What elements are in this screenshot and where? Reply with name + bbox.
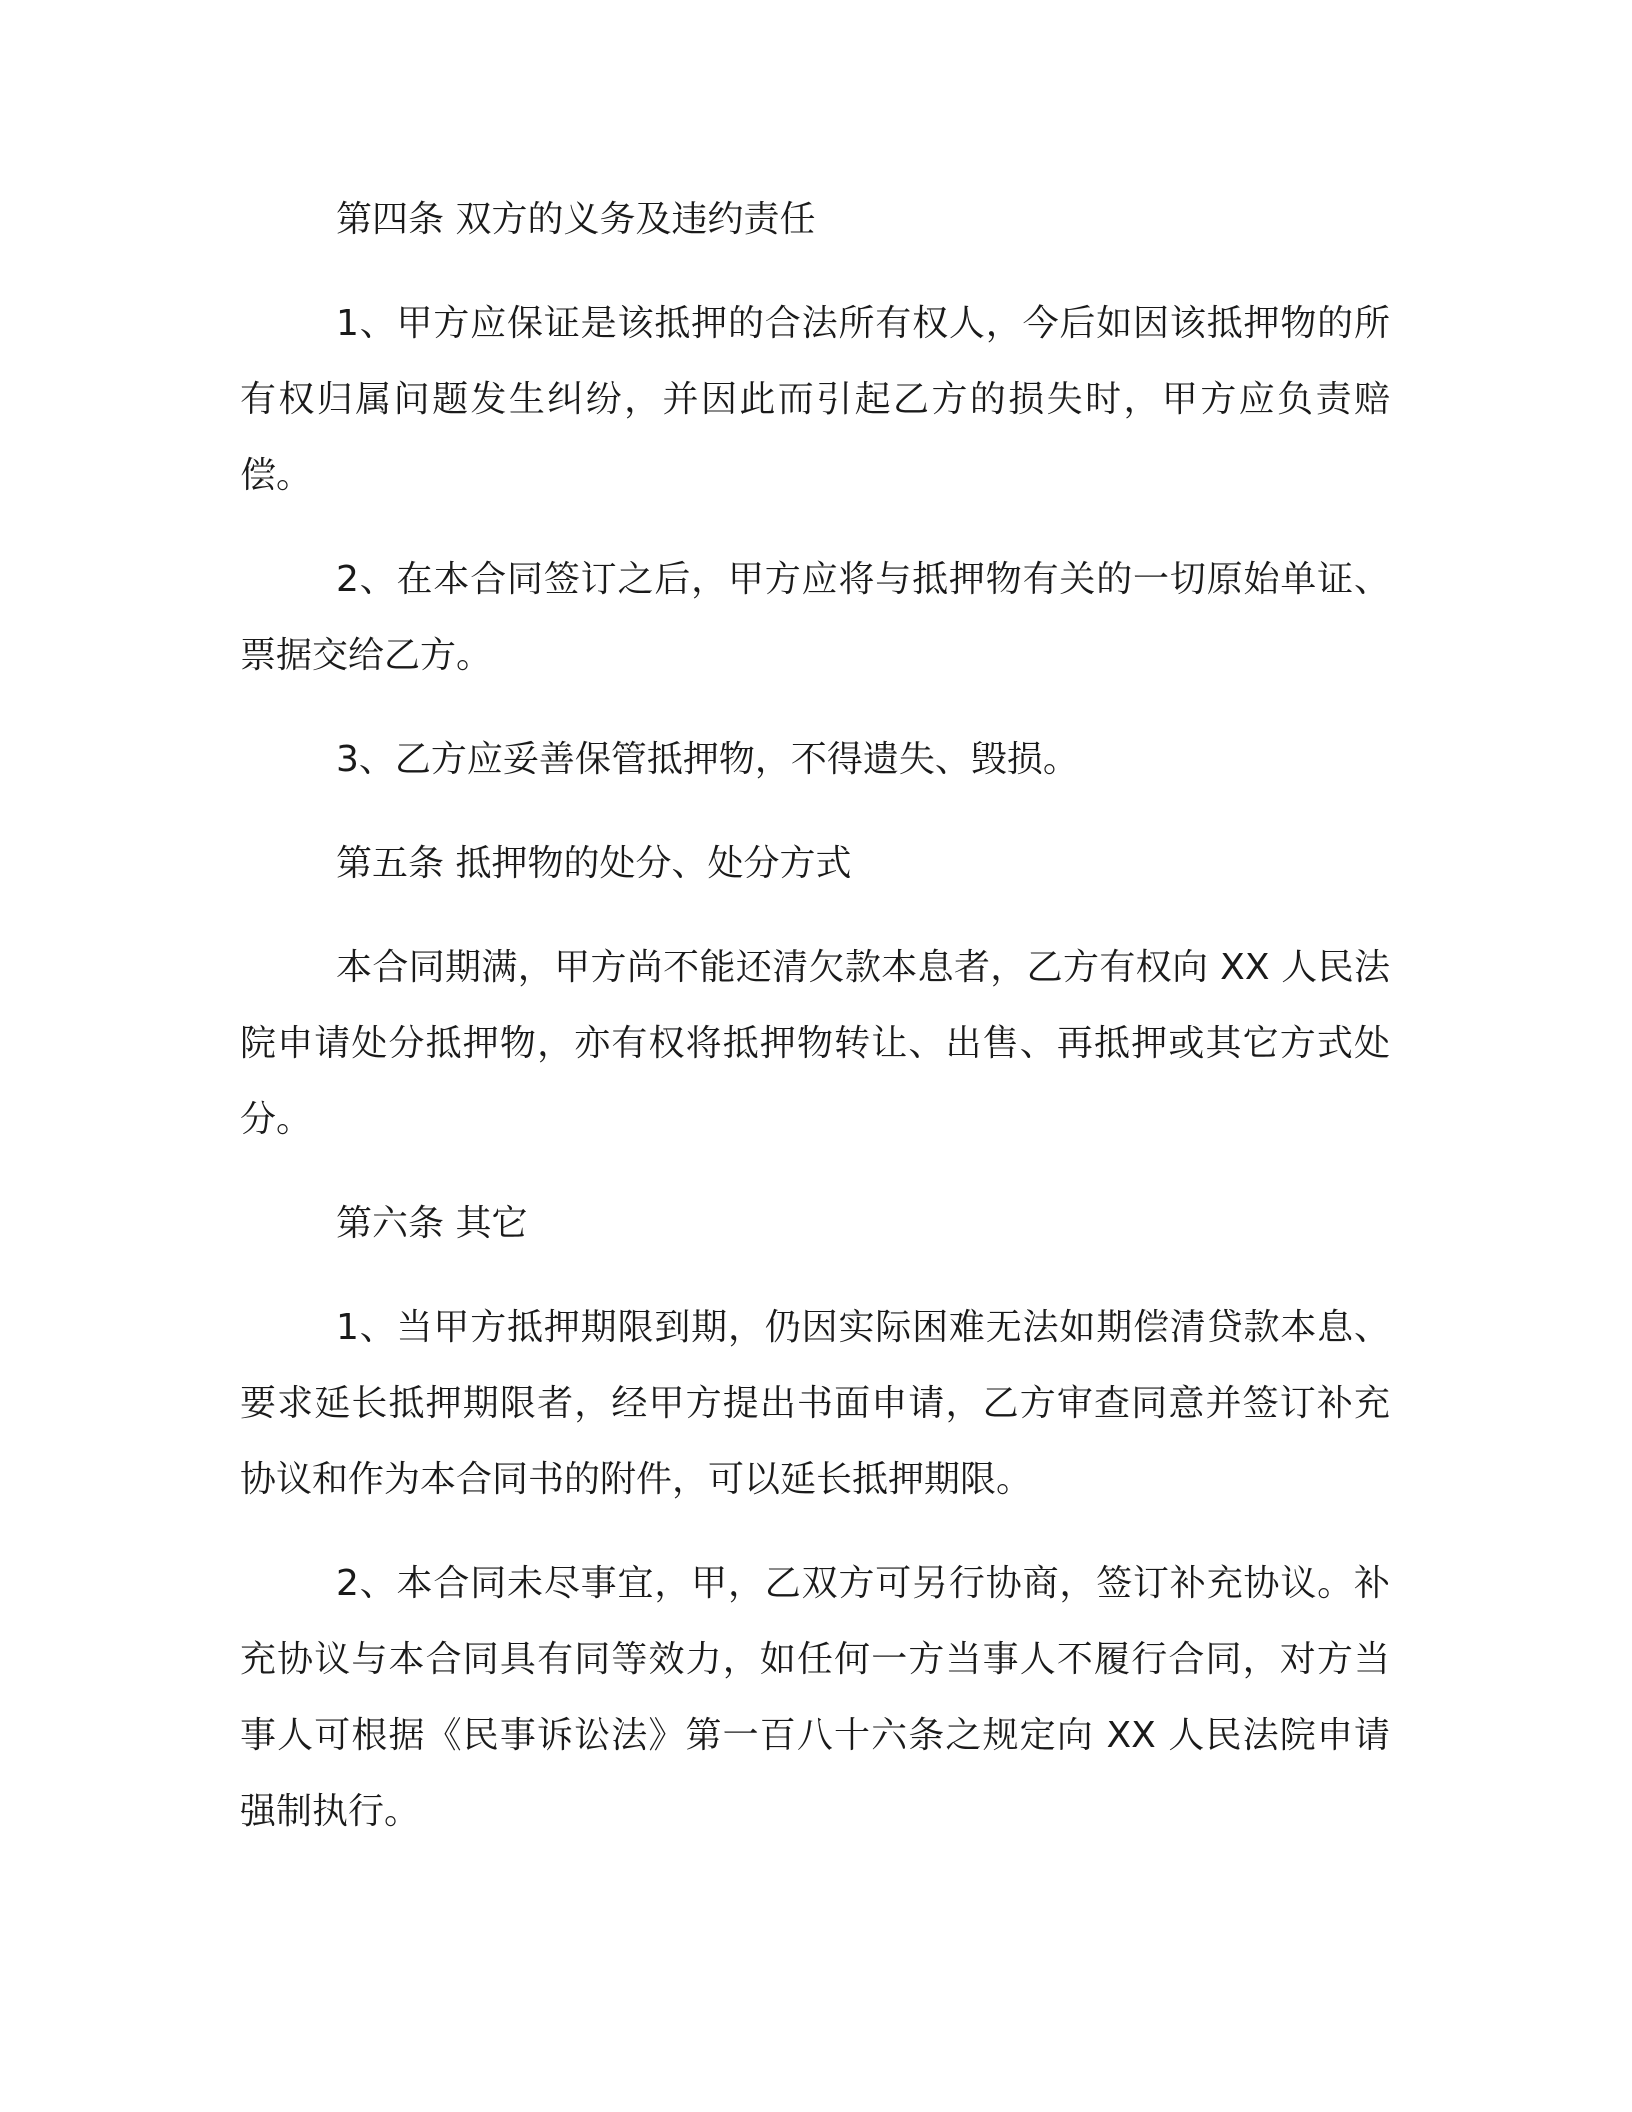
article-6-item-1: 1、当甲方抵押期限到期，仍因实际困难无法如期偿清贷款本息、要求延长抵押期限者，经甲方提出书面申请，乙方审查同意并签订补充协议和作为本合同书的附件，可以延长抵押期限。: [240, 1307, 1390, 1500]
article-4-item-2: 2、在本合同签订之后，甲方应将与抵押物有关的一切原始单证、票据交给乙方。: [240, 559, 1390, 676]
article-4-item-1: 1、甲方应保证是该抵押的合法所有权人，今后如因该抵押物的所有权归属问题发生纠纷，并因此而引起乙方的损失时，甲方应负责赔偿。: [240, 303, 1390, 496]
article-6-heading: 第六条 其它: [336, 1203, 528, 1244]
article-5-heading: 第五条 抵押物的处分、处分方式: [336, 843, 852, 884]
article-4-heading: 第四条 双方的义务及违约责任: [336, 199, 816, 240]
article-6-item-2: 2、本合同未尽事宜，甲，乙双方可另行协商，签订补充协议。补充协议与本合同具有同等效力，如任何一方当事人不履行合同，对方当事人可根据《民事诉讼法》第一百八十六条之规定向 XX 人民法院申请强制执行。: [240, 1563, 1390, 1832]
article-5-body: 本合同期满，甲方尚不能还清欠款本息者，乙方有权向 XX 人民法院申请处分抵押物，亦有权将抵押物转让、出售、再抵押或其它方式处分。: [240, 947, 1390, 1140]
article-4-item-3: 3、乙方应妥善保管抵押物，不得遗失、毁损。: [336, 739, 1079, 780]
document-body: [240, 182, 1390, 1850]
